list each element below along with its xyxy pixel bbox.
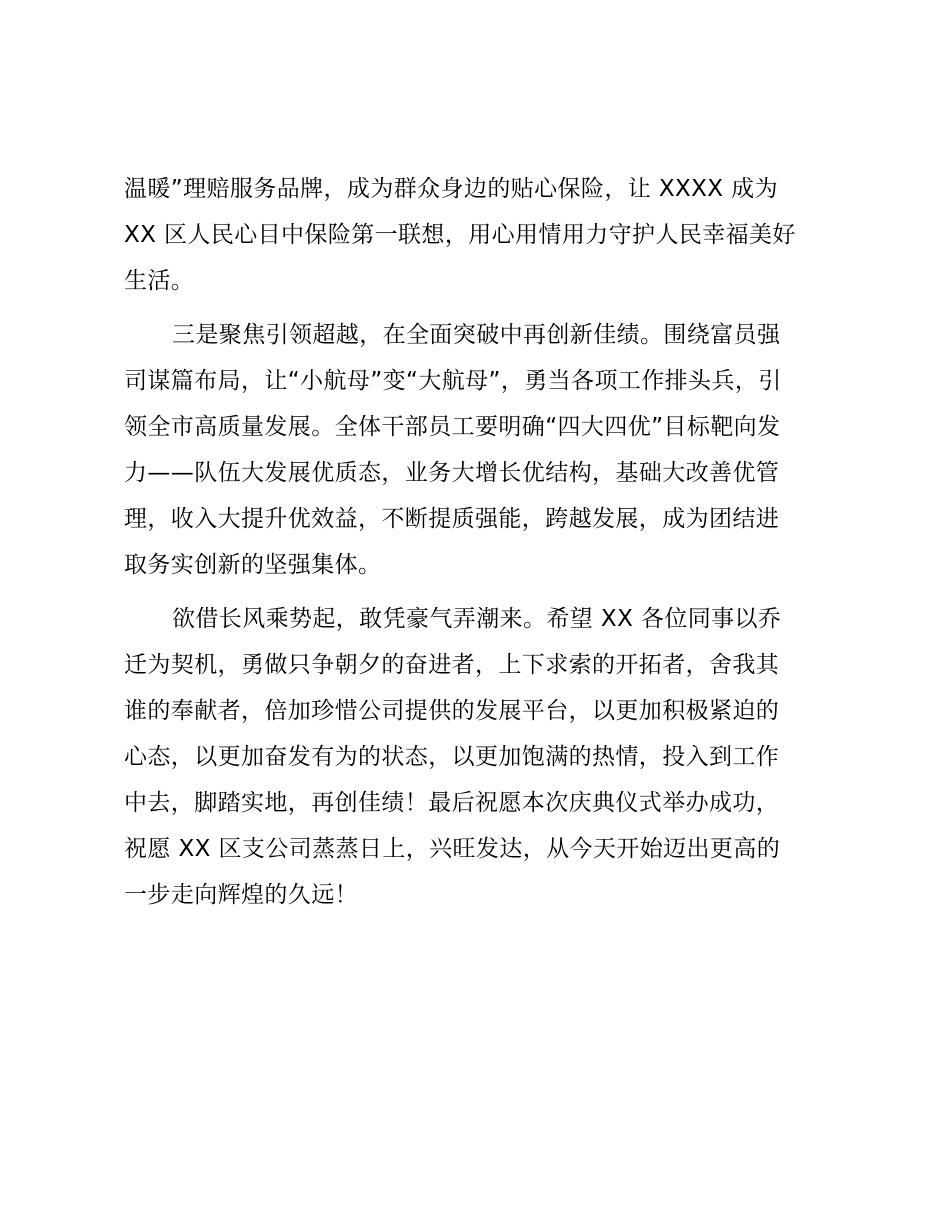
paragraph-line: 力——队伍大发展优质态，业务大增长优结构，基础大改善优管: [124, 460, 780, 486]
paragraph-1: [124, 166, 836, 304]
paragraph-line: 取务实创新的坚强集体。: [124, 552, 382, 578]
paragraph-line: 迁为契机，勇做只争朝夕的奋进者，上下求索的开拓者，舍我其: [124, 652, 780, 678]
paragraph-line: 心态，以更加奋发有为的状态，以更加饱满的热情，投入到工作: [124, 744, 780, 770]
paragraph-line: 三是聚焦引领超越，在全面突破中再创新佳绩。围绕富员强: [172, 322, 781, 348]
paragraph-line: 祝愿 XX 区支公司蒸蒸日上，兴旺发达，从今天开始迈出更高的: [124, 836, 781, 862]
paragraph-line: XX 区人民心目中保险第一联想，用心用情用力守护人民幸福美好: [124, 222, 796, 248]
paragraph-line: 一步走向辉煌的久远！: [124, 882, 358, 908]
paragraph-line: 理，收入大提升优效益，不断提质强能，跨越发展，成为团结进: [124, 506, 780, 532]
document-body: [124, 166, 836, 918]
paragraph-line: 温暖”理赔服务品牌，成为群众身边的贴心保险，让 XXXX 成为: [124, 176, 778, 202]
paragraph-line: 司谋篇布局，让“小航母”变“大航母”，勇当各项工作排头兵，引: [124, 368, 782, 394]
paragraph-line: 欲借长风乘势起，敢凭豪气弄潮来。希望 XX 各位同事以乔: [172, 606, 782, 632]
paragraph-2: [124, 312, 836, 588]
paragraph-line: 谁的奉献者，倍加珍惜公司提供的发展平台，以更加积极紧迫的: [124, 698, 780, 724]
paragraph-line: 中去，脚踏实地，再创佳绩！最后祝愿本次庆典仪式举办成功，: [124, 790, 780, 816]
paragraph-line: 领全市高质量发展。全体干部员工要明确“四大四优”目标靶向发: [124, 414, 781, 440]
paragraph-line: 生活。: [124, 268, 195, 294]
paragraph-3: [124, 596, 836, 918]
